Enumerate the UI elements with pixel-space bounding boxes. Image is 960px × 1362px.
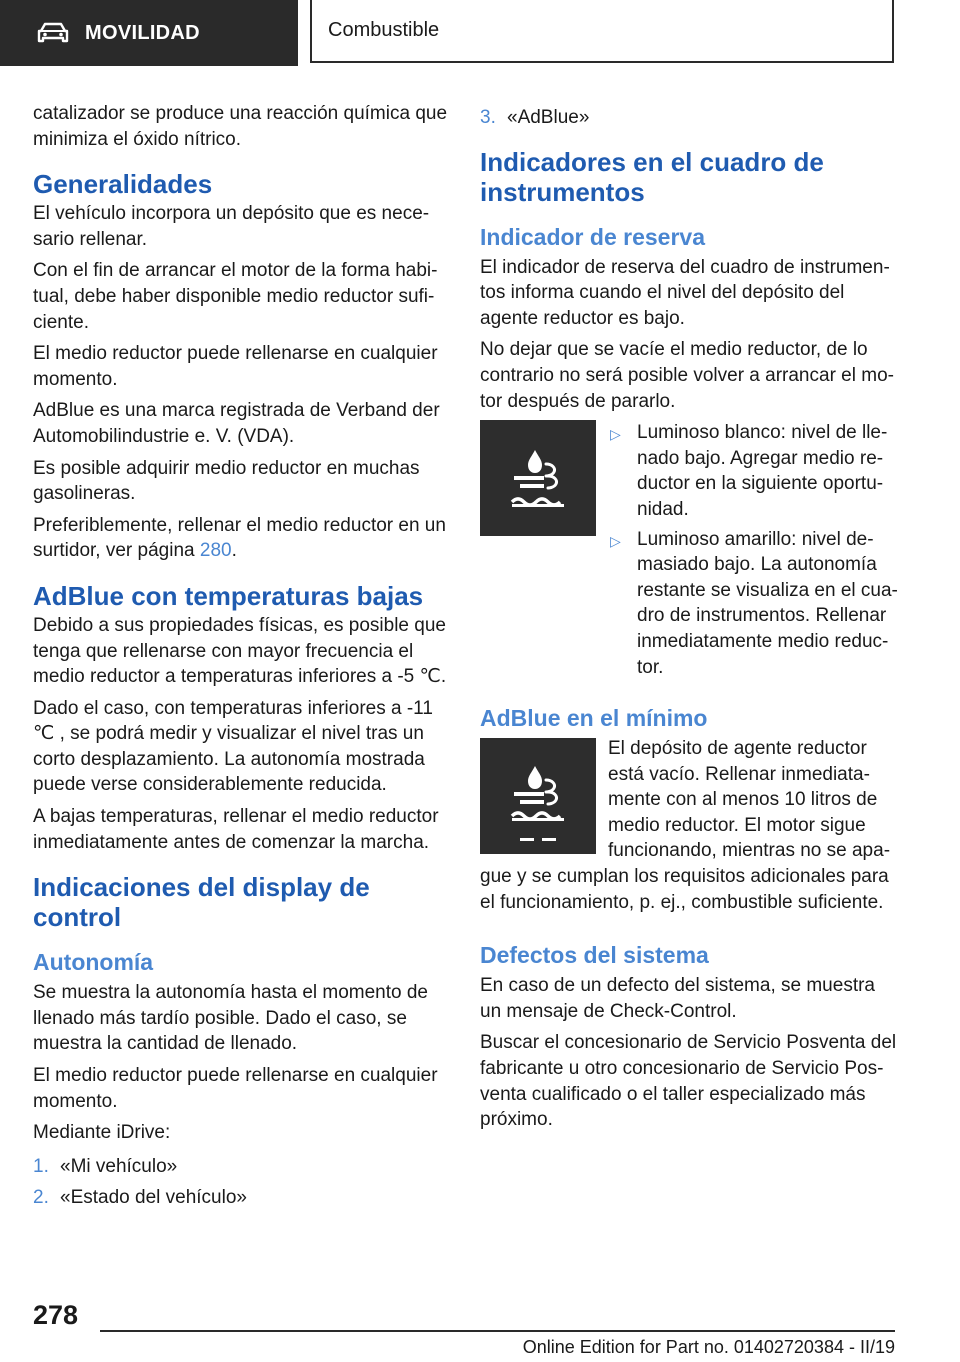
paragraph: El medio reductor puede rellenarse en cualquier momento.	[33, 1065, 438, 1112]
list-item	[610, 420, 898, 522]
heading-display: Indicaciones del display de control	[33, 872, 370, 933]
paragraph: No dejar que se vacíe el medio reductor, de lo contrario no será posible volver a arrancar el motor después de pararlo.	[480, 339, 894, 412]
reserve-bullets	[610, 420, 898, 684]
list-item	[480, 105, 898, 131]
triangle-bullet-icon: ▷	[610, 426, 621, 443]
heading-defectos: Defectos del sistema	[480, 942, 709, 969]
heading-autonomia: Autonomía	[33, 949, 154, 976]
paragraph: Mediante iDrive:	[33, 1122, 171, 1144]
paragraph: Con el fin de arrancar el motor de la forma habitual, debe haber disponible medio reductor suficiente.	[33, 260, 438, 333]
page-header	[0, 0, 960, 66]
bullet-text: Luminoso amarillo: nivel demasiado bajo. La autonomía restante se visualiza en el cuadro de instrumentos. Rellenar inmediatamente medio reductor.	[637, 528, 898, 678]
paragraph-end: .	[231, 540, 237, 562]
steps-list-continued	[480, 105, 898, 131]
paragraph: El medio reductor puede rellenarse en cualquier momento.	[33, 343, 438, 390]
left-column	[33, 101, 448, 1217]
page-link[interactable]: 280	[199, 540, 232, 562]
right-column	[480, 101, 898, 1139]
section-title: MOVILIDAD	[85, 21, 200, 44]
paragraph: Se muestra la autonomía hasta el momento de llenado más tardío posible. Dado el caso, se muestra la cantidad de llenado.	[33, 982, 429, 1055]
heading-cuadro: Indicadores en el cuadro de instrumentos	[480, 146, 824, 207]
paragraph: Dado el caso, con temperaturas inferiores a -11 ℃ , se podrá medir y visualizar el nivel tras un corto desplazamiento. La autonomía mostrada puede verse considerablemente reducida.	[33, 697, 433, 796]
car-icon	[36, 22, 70, 44]
step-number: 3.	[480, 107, 496, 128]
intro-paragraph: catalizador se produce una reacción química que minimiza el óxido nítrico.	[33, 103, 448, 150]
paragraph: AdBlue es una marca registrada de Verband der Automobilindustrie e. V. (VDA).	[33, 400, 440, 447]
list-item	[610, 527, 898, 681]
reserve-indicator-block	[480, 420, 898, 684]
heading-reserva: Indicador de reserva	[480, 223, 705, 250]
list-item	[33, 1154, 448, 1180]
paragraph: Buscar el concesionario de Servicio Posventa del fabricante u otro concesionario de Servicio Posventa cualificado o el taller especializado más próximo.	[480, 1032, 897, 1131]
paragraph: A bajas temperaturas, rellenar el medio reductor inmediatamente antes de comenzar la marcha.	[33, 806, 439, 853]
paragraph: El vehículo incorpora un depósito que es necesario rellenar.	[33, 203, 430, 250]
paragraph: El indicador de reserva del cuadro de instrumentos informa cuando el nivel del depósito del agente reductor es bajo.	[480, 256, 890, 329]
steps-list	[33, 1154, 448, 1211]
step-number: 1.	[33, 1155, 49, 1177]
edition-note: Online Edition for Part no. 01402720384 - II/19	[522, 1337, 895, 1357]
paragraph: Debido a sus propiedades físicas, es posible que tenga que rellenarse con mayor frecuencia el medio reductor a temperaturas inferiores a -5 ℃.	[33, 614, 447, 688]
heading-temperaturas: AdBlue con temperaturas bajas	[33, 580, 424, 611]
adblue-empty-icon	[480, 738, 596, 854]
step-text: «AdBlue»	[507, 107, 590, 128]
list-item	[33, 1185, 448, 1211]
step-number: 2.	[33, 1187, 49, 1209]
chapter-tab[interactable]	[310, 0, 894, 63]
step-text: «Mi vehículo»	[60, 1155, 178, 1177]
paragraph-with-link	[33, 513, 448, 564]
minimum-block	[480, 736, 898, 921]
triangle-bullet-icon: ▷	[610, 532, 621, 549]
adblue-reserve-icon	[480, 420, 596, 536]
paragraph: El depósito de agente reductor está vacío. Rellenar inmediatamente con al menos 10 litros de medio reductor. El motor sigue funcionando, mientras no se apague y se cumplan los requisitos adicionales para el funcionamiento, p. ej., combustible suficiente.	[480, 738, 891, 913]
bullet-text: Luminoso blanco: nivel de llenado bajo. Agregar medio reductor en la siguiente oportunidad.	[637, 422, 888, 520]
chapter-title: Combustible	[328, 19, 440, 41]
step-text: «Estado del vehículo»	[60, 1187, 247, 1209]
section-tab[interactable]	[0, 0, 298, 66]
paragraph: Es posible adquirir medio reductor en muchas gasolineras.	[33, 457, 420, 505]
page-number: 278	[33, 1300, 79, 1330]
paragraph-text: Preferiblemente, rellenar el medio reductor en un surtidor, ver página	[33, 514, 446, 562]
paragraph: En caso de un defecto del sistema, se muestra un mensaje de Check-Control.	[480, 975, 875, 1022]
footer-divider	[100, 1330, 895, 1332]
heading-minimo: AdBlue en el mínimo	[480, 705, 708, 732]
heading-generalidades: Generalidades	[33, 169, 213, 200]
